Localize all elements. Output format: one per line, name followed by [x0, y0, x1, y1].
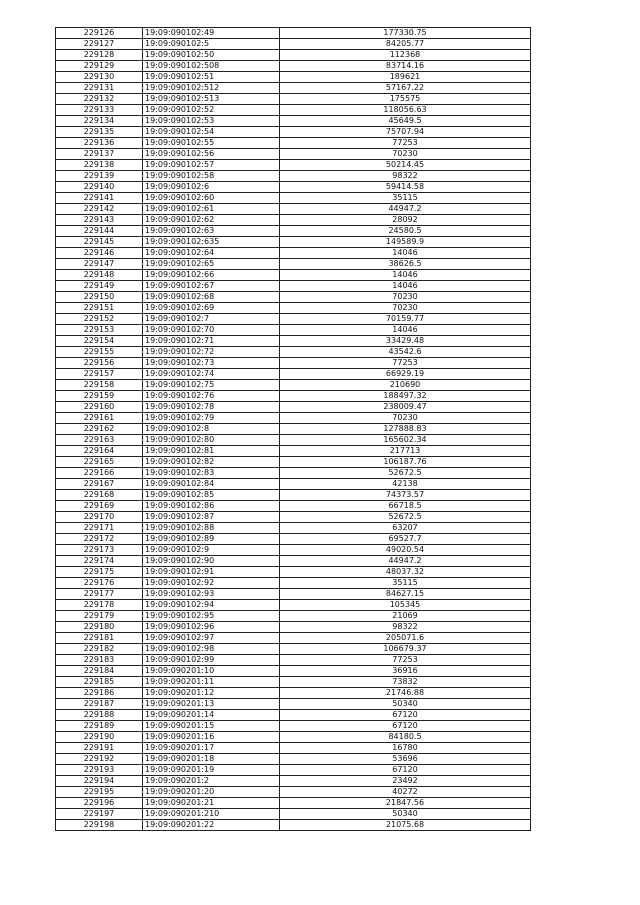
cell-record-id: 229160 — [56, 402, 143, 413]
cell-amount: 175575 — [280, 94, 531, 105]
table-row — [56, 743, 531, 754]
table-row — [56, 204, 531, 215]
cell-record-id: 229184 — [56, 666, 143, 677]
table-row — [56, 512, 531, 523]
cell-record-id: 229172 — [56, 534, 143, 545]
cell-cadastral-number: 19:09:090102:65 — [143, 259, 280, 270]
cell-cadastral-number: 19:09:090102:89 — [143, 534, 280, 545]
cell-record-id: 229127 — [56, 39, 143, 50]
cell-record-id: 229145 — [56, 237, 143, 248]
table-row — [56, 589, 531, 600]
cell-amount: 83714.16 — [280, 61, 531, 72]
cell-amount: 21069 — [280, 611, 531, 622]
table-row — [56, 226, 531, 237]
cell-amount: 67120 — [280, 710, 531, 721]
cell-cadastral-number: 19:09:090102:52 — [143, 105, 280, 116]
cell-amount: 14046 — [280, 248, 531, 259]
table-row — [56, 281, 531, 292]
cell-record-id: 229149 — [56, 281, 143, 292]
cell-record-id: 229128 — [56, 50, 143, 61]
cell-cadastral-number: 19:09:090102:8 — [143, 424, 280, 435]
cell-cadastral-number: 19:09:090102:96 — [143, 622, 280, 633]
table-row — [56, 787, 531, 798]
cell-cadastral-number: 19:09:090201:2 — [143, 776, 280, 787]
table-row — [56, 721, 531, 732]
cell-amount: 52672.5 — [280, 468, 531, 479]
cell-cadastral-number: 19:09:090102:56 — [143, 149, 280, 160]
cell-record-id: 229151 — [56, 303, 143, 314]
cell-amount: 127888.83 — [280, 424, 531, 435]
table-row — [56, 710, 531, 721]
table-row — [56, 809, 531, 820]
cell-cadastral-number: 19:09:090102:9 — [143, 545, 280, 556]
cell-amount: 38626.5 — [280, 259, 531, 270]
table-row — [56, 699, 531, 710]
cell-cadastral-number: 19:09:090102:85 — [143, 490, 280, 501]
cell-record-id: 229162 — [56, 424, 143, 435]
cell-cadastral-number: 19:09:090102:61 — [143, 204, 280, 215]
table-row — [56, 237, 531, 248]
cell-cadastral-number: 19:09:090102:7 — [143, 314, 280, 325]
cell-amount: 44947.2 — [280, 556, 531, 567]
cell-cadastral-number: 19:09:090102:70 — [143, 325, 280, 336]
table-row — [56, 622, 531, 633]
cell-record-id: 229144 — [56, 226, 143, 237]
table-row — [56, 820, 531, 831]
cell-cadastral-number: 19:09:090102:95 — [143, 611, 280, 622]
table-row — [56, 347, 531, 358]
cell-amount: 50340 — [280, 699, 531, 710]
cell-record-id: 229180 — [56, 622, 143, 633]
cell-record-id: 229175 — [56, 567, 143, 578]
cell-amount: 16780 — [280, 743, 531, 754]
cell-cadastral-number: 19:09:090102:87 — [143, 512, 280, 523]
cell-record-id: 229155 — [56, 347, 143, 358]
cell-record-id: 229134 — [56, 116, 143, 127]
cell-record-id: 229152 — [56, 314, 143, 325]
cell-record-id: 229126 — [56, 28, 143, 39]
table-body — [56, 28, 531, 831]
cell-amount: 118056.63 — [280, 105, 531, 116]
cell-amount: 48037.32 — [280, 567, 531, 578]
cell-record-id: 229142 — [56, 204, 143, 215]
cell-record-id: 229192 — [56, 754, 143, 765]
cell-record-id: 229181 — [56, 633, 143, 644]
cell-record-id: 229159 — [56, 391, 143, 402]
cell-record-id: 229187 — [56, 699, 143, 710]
cell-amount: 36916 — [280, 666, 531, 677]
cell-cadastral-number: 19:09:090102:50 — [143, 50, 280, 61]
table-row — [56, 567, 531, 578]
cell-record-id: 229178 — [56, 600, 143, 611]
cell-record-id: 229196 — [56, 798, 143, 809]
cell-amount: 23492 — [280, 776, 531, 787]
cell-amount: 75707.94 — [280, 127, 531, 138]
table-row — [56, 534, 531, 545]
table-row — [56, 270, 531, 281]
cell-record-id: 229166 — [56, 468, 143, 479]
cell-amount: 21746.88 — [280, 688, 531, 699]
cell-cadastral-number: 19:09:090102:69 — [143, 303, 280, 314]
cell-cadastral-number: 19:09:090102:63 — [143, 226, 280, 237]
cell-record-id: 229191 — [56, 743, 143, 754]
cell-amount: 35115 — [280, 578, 531, 589]
cell-amount: 59414.58 — [280, 182, 531, 193]
cell-cadastral-number: 19:09:090102:49 — [143, 28, 280, 39]
cell-record-id: 229150 — [56, 292, 143, 303]
cell-cadastral-number: 19:09:090102:68 — [143, 292, 280, 303]
cell-record-id: 229185 — [56, 677, 143, 688]
table-row — [56, 94, 531, 105]
table-row — [56, 633, 531, 644]
cell-amount: 77253 — [280, 138, 531, 149]
cell-amount: 53696 — [280, 754, 531, 765]
table-row — [56, 402, 531, 413]
cell-cadastral-number: 19:09:090102:635 — [143, 237, 280, 248]
cell-amount: 177330.75 — [280, 28, 531, 39]
cell-cadastral-number: 19:09:090102:55 — [143, 138, 280, 149]
cell-cadastral-number: 19:09:090201:12 — [143, 688, 280, 699]
cell-amount: 50340 — [280, 809, 531, 820]
cell-amount: 70230 — [280, 303, 531, 314]
cell-amount: 44947.2 — [280, 204, 531, 215]
cell-amount: 33429.48 — [280, 336, 531, 347]
cell-record-id: 229133 — [56, 105, 143, 116]
cell-amount: 35115 — [280, 193, 531, 204]
cell-cadastral-number: 19:09:090201:16 — [143, 732, 280, 743]
cell-amount: 43542.6 — [280, 347, 531, 358]
cell-cadastral-number: 19:09:090102:73 — [143, 358, 280, 369]
cell-record-id: 229168 — [56, 490, 143, 501]
cell-record-id: 229193 — [56, 765, 143, 776]
cell-amount: 42138 — [280, 479, 531, 490]
table-row — [56, 105, 531, 116]
cell-cadastral-number: 19:09:090102:93 — [143, 589, 280, 600]
cell-record-id: 229164 — [56, 446, 143, 457]
cell-record-id: 229179 — [56, 611, 143, 622]
cell-cadastral-number: 19:09:090201:17 — [143, 743, 280, 754]
cell-cadastral-number: 19:09:090102:97 — [143, 633, 280, 644]
table-row — [56, 182, 531, 193]
cell-amount: 28092 — [280, 215, 531, 226]
cell-record-id: 229157 — [56, 369, 143, 380]
data-table — [55, 27, 531, 831]
cell-cadastral-number: 19:09:090102:53 — [143, 116, 280, 127]
cell-amount: 70159.77 — [280, 314, 531, 325]
cell-record-id: 229189 — [56, 721, 143, 732]
cell-amount: 21847.56 — [280, 798, 531, 809]
table-row — [56, 655, 531, 666]
cell-record-id: 229135 — [56, 127, 143, 138]
cell-cadastral-number: 19:09:090201:22 — [143, 820, 280, 831]
table-row — [56, 754, 531, 765]
cell-amount: 74373.57 — [280, 490, 531, 501]
cell-amount: 98322 — [280, 622, 531, 633]
table-row — [56, 28, 531, 39]
table-row — [56, 666, 531, 677]
cell-amount: 98322 — [280, 171, 531, 182]
table-row — [56, 556, 531, 567]
table-row — [56, 314, 531, 325]
cell-record-id: 229131 — [56, 83, 143, 94]
cell-amount: 24580.5 — [280, 226, 531, 237]
cell-record-id: 229139 — [56, 171, 143, 182]
cell-cadastral-number: 19:09:090102:6 — [143, 182, 280, 193]
cell-amount: 49020.54 — [280, 545, 531, 556]
table-row — [56, 435, 531, 446]
table-row — [56, 61, 531, 72]
cell-cadastral-number: 19:09:090201:13 — [143, 699, 280, 710]
cell-amount: 217713 — [280, 446, 531, 457]
table-row — [56, 39, 531, 50]
table-row — [56, 116, 531, 127]
table-row — [56, 600, 531, 611]
cell-amount: 77253 — [280, 655, 531, 666]
table-row — [56, 83, 531, 94]
cell-cadastral-number: 19:09:090201:210 — [143, 809, 280, 820]
cell-record-id: 229194 — [56, 776, 143, 787]
cell-cadastral-number: 19:09:090102:84 — [143, 479, 280, 490]
cell-amount: 112368 — [280, 50, 531, 61]
cell-cadastral-number: 19:09:090102:82 — [143, 457, 280, 468]
table-row — [56, 413, 531, 424]
cell-cadastral-number: 19:09:090102:75 — [143, 380, 280, 391]
table-row — [56, 127, 531, 138]
table-row — [56, 677, 531, 688]
cell-amount: 84180.5 — [280, 732, 531, 743]
cell-record-id: 229154 — [56, 336, 143, 347]
cell-cadastral-number: 19:09:090102:64 — [143, 248, 280, 259]
table-row — [56, 138, 531, 149]
table-row — [56, 732, 531, 743]
cell-record-id: 229173 — [56, 545, 143, 556]
cell-amount: 70230 — [280, 149, 531, 160]
cell-record-id: 229165 — [56, 457, 143, 468]
cell-cadastral-number: 19:09:090201:10 — [143, 666, 280, 677]
cell-cadastral-number: 19:09:090201:20 — [143, 787, 280, 798]
cell-record-id: 229140 — [56, 182, 143, 193]
cell-amount: 14046 — [280, 325, 531, 336]
cell-record-id: 229198 — [56, 820, 143, 831]
cell-cadastral-number: 19:09:090102:76 — [143, 391, 280, 402]
cell-cadastral-number: 19:09:090102:78 — [143, 402, 280, 413]
cell-amount: 189621 — [280, 72, 531, 83]
table-row — [56, 149, 531, 160]
cell-cadastral-number: 19:09:090102:513 — [143, 94, 280, 105]
table-row — [56, 325, 531, 336]
cell-amount: 165602.34 — [280, 435, 531, 446]
cell-amount: 149589.9 — [280, 237, 531, 248]
cell-record-id: 229169 — [56, 501, 143, 512]
table-row — [56, 369, 531, 380]
table-row — [56, 380, 531, 391]
table-row — [56, 391, 531, 402]
cell-amount: 66718.5 — [280, 501, 531, 512]
cell-record-id: 229188 — [56, 710, 143, 721]
cell-record-id: 229147 — [56, 259, 143, 270]
table-row — [56, 424, 531, 435]
cell-record-id: 229167 — [56, 479, 143, 490]
cell-amount: 70230 — [280, 292, 531, 303]
cell-record-id: 229195 — [56, 787, 143, 798]
cell-amount: 205071.6 — [280, 633, 531, 644]
cell-record-id: 229137 — [56, 149, 143, 160]
cell-cadastral-number: 19:09:090102:60 — [143, 193, 280, 204]
table-row — [56, 292, 531, 303]
table-row — [56, 468, 531, 479]
cell-amount: 67120 — [280, 765, 531, 776]
cell-record-id: 229197 — [56, 809, 143, 820]
table-row — [56, 446, 531, 457]
cell-cadastral-number: 19:09:090102:54 — [143, 127, 280, 138]
cell-amount: 188497.32 — [280, 391, 531, 402]
cell-record-id: 229141 — [56, 193, 143, 204]
table-row — [56, 303, 531, 314]
cell-record-id: 229163 — [56, 435, 143, 446]
cell-cadastral-number: 19:09:090102:512 — [143, 83, 280, 94]
table-row — [56, 644, 531, 655]
cell-record-id: 229138 — [56, 160, 143, 171]
table-row — [56, 490, 531, 501]
cell-cadastral-number: 19:09:090102:51 — [143, 72, 280, 83]
cell-record-id: 229170 — [56, 512, 143, 523]
table-row — [56, 193, 531, 204]
cell-record-id: 229186 — [56, 688, 143, 699]
cell-amount: 84205.77 — [280, 39, 531, 50]
table-row — [56, 457, 531, 468]
cell-cadastral-number: 19:09:090102:74 — [143, 369, 280, 380]
cell-cadastral-number: 19:09:090102:62 — [143, 215, 280, 226]
table-row — [56, 160, 531, 171]
cell-record-id: 229146 — [56, 248, 143, 259]
cell-record-id: 229171 — [56, 523, 143, 534]
table-row — [56, 611, 531, 622]
cell-amount: 50214.45 — [280, 160, 531, 171]
cell-cadastral-number: 19:09:090102:99 — [143, 655, 280, 666]
cell-record-id: 229136 — [56, 138, 143, 149]
cell-record-id: 229174 — [56, 556, 143, 567]
cell-amount: 63207 — [280, 523, 531, 534]
cell-cadastral-number: 19:09:090201:15 — [143, 721, 280, 732]
cell-cadastral-number: 19:09:090102:58 — [143, 171, 280, 182]
cell-record-id: 229161 — [56, 413, 143, 424]
cell-cadastral-number: 19:09:090102:71 — [143, 336, 280, 347]
cell-cadastral-number: 19:09:090201:11 — [143, 677, 280, 688]
cell-cadastral-number: 19:09:090102:80 — [143, 435, 280, 446]
cell-amount: 52672.5 — [280, 512, 531, 523]
cell-cadastral-number: 19:09:090102:92 — [143, 578, 280, 589]
cell-amount: 45649.5 — [280, 116, 531, 127]
cell-amount: 14046 — [280, 281, 531, 292]
table-row — [56, 501, 531, 512]
cell-amount: 105345 — [280, 600, 531, 611]
cell-amount: 40272 — [280, 787, 531, 798]
cell-cadastral-number: 19:09:090102:67 — [143, 281, 280, 292]
cell-amount: 73832 — [280, 677, 531, 688]
cell-cadastral-number: 19:09:090102:66 — [143, 270, 280, 281]
table-row — [56, 72, 531, 83]
cell-cadastral-number: 19:09:090102:72 — [143, 347, 280, 358]
cell-cadastral-number: 19:09:090201:21 — [143, 798, 280, 809]
table-row — [56, 545, 531, 556]
table-row — [56, 215, 531, 226]
table-row — [56, 336, 531, 347]
cell-record-id: 229130 — [56, 72, 143, 83]
cell-amount: 106679.37 — [280, 644, 531, 655]
cell-amount: 57167.22 — [280, 83, 531, 94]
table-row — [56, 259, 531, 270]
cell-cadastral-number: 19:09:090102:94 — [143, 600, 280, 611]
table-row — [56, 479, 531, 490]
cell-amount: 106187.76 — [280, 457, 531, 468]
cell-amount: 77253 — [280, 358, 531, 369]
cell-record-id: 229176 — [56, 578, 143, 589]
cell-cadastral-number: 19:09:090102:57 — [143, 160, 280, 171]
cell-record-id: 229182 — [56, 644, 143, 655]
table-row — [56, 523, 531, 534]
cell-amount: 67120 — [280, 721, 531, 732]
cell-record-id: 229132 — [56, 94, 143, 105]
table-row — [56, 578, 531, 589]
cell-amount: 14046 — [280, 270, 531, 281]
cell-amount: 84627.15 — [280, 589, 531, 600]
cell-amount: 21075.68 — [280, 820, 531, 831]
cell-cadastral-number: 19:09:090102:81 — [143, 446, 280, 457]
cell-cadastral-number: 19:09:090102:98 — [143, 644, 280, 655]
cell-record-id: 229143 — [56, 215, 143, 226]
cell-record-id: 229158 — [56, 380, 143, 391]
cell-cadastral-number: 19:09:090201:18 — [143, 754, 280, 765]
cell-record-id: 229129 — [56, 61, 143, 72]
cell-cadastral-number: 19:09:090201:19 — [143, 765, 280, 776]
table-row — [56, 248, 531, 259]
table-row — [56, 688, 531, 699]
cell-record-id: 229153 — [56, 325, 143, 336]
table-row — [56, 358, 531, 369]
cell-cadastral-number: 19:09:090201:14 — [143, 710, 280, 721]
cell-cadastral-number: 19:09:090102:88 — [143, 523, 280, 534]
cell-amount: 70230 — [280, 413, 531, 424]
cell-record-id: 229148 — [56, 270, 143, 281]
table-row — [56, 765, 531, 776]
cell-cadastral-number: 19:09:090102:91 — [143, 567, 280, 578]
cell-record-id: 229177 — [56, 589, 143, 600]
table-row — [56, 776, 531, 787]
cell-cadastral-number: 19:09:090102:5 — [143, 39, 280, 50]
cell-record-id: 229183 — [56, 655, 143, 666]
cell-amount: 238009.47 — [280, 402, 531, 413]
table-row — [56, 50, 531, 61]
cell-record-id: 229190 — [56, 732, 143, 743]
cell-record-id: 229156 — [56, 358, 143, 369]
cell-amount: 69527.7 — [280, 534, 531, 545]
cell-cadastral-number: 19:09:090102:508 — [143, 61, 280, 72]
table-row — [56, 798, 531, 809]
cell-cadastral-number: 19:09:090102:86 — [143, 501, 280, 512]
cell-cadastral-number: 19:09:090102:90 — [143, 556, 280, 567]
table-row — [56, 171, 531, 182]
cell-amount: 66929.19 — [280, 369, 531, 380]
cell-cadastral-number: 19:09:090102:79 — [143, 413, 280, 424]
cell-amount: 210690 — [280, 380, 531, 391]
cell-cadastral-number: 19:09:090102:83 — [143, 468, 280, 479]
